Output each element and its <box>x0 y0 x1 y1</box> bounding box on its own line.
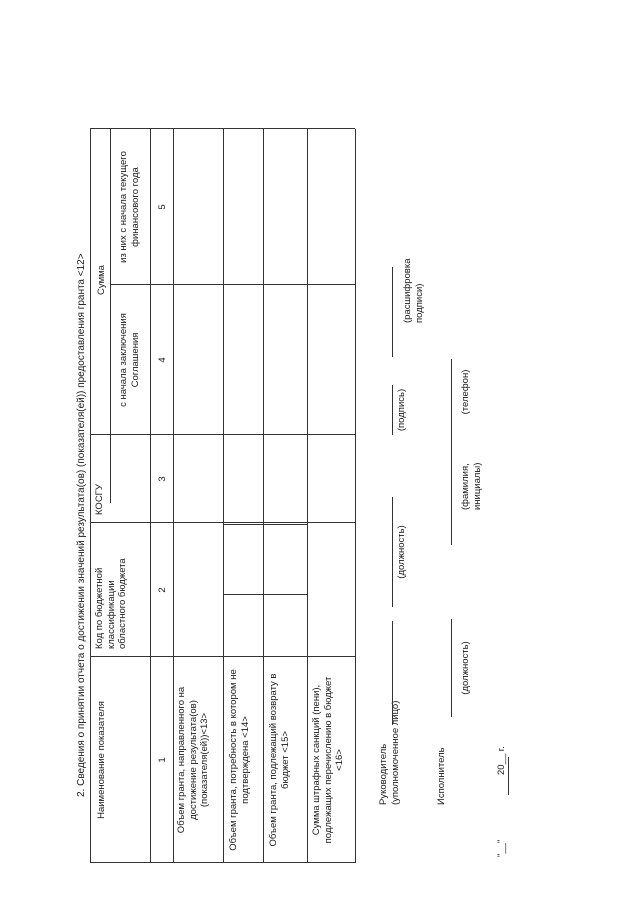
header-kosgu: КОСГУ <box>94 484 105 515</box>
executor-label: Исполнитель <box>436 747 447 805</box>
col-number-5: 5 <box>157 204 168 210</box>
header-sum-from-agreement: с начала заключения Соглашения <box>118 313 141 407</box>
row-label-2: Объем гранта, потребность в котором не подтверждена <14> <box>228 669 251 851</box>
executor-position-hint: (должность) <box>460 641 471 695</box>
header-code: Код по бюджетной классификации областного бюджета <box>94 558 128 649</box>
header-name: Наименование показателя <box>96 701 107 819</box>
row-label-4: Сумма штрафных санкций (пени), подлежащих перечислению в бюджет <16> <box>311 676 345 844</box>
header-sum-from-year: из них с начала текущего финансового года <box>118 151 141 263</box>
row-label-3: Объем гранта, подлежащий возврату в бюджет <15> <box>268 673 291 847</box>
col-number-2: 2 <box>157 587 168 593</box>
col-number-1: 1 <box>157 757 168 763</box>
row-label-1: Объем гранта, направленного на достижение результата(ов) (показателя(ей))<13> <box>176 686 210 834</box>
executor-phone-hint: (телефон) <box>460 369 471 415</box>
section-title: 2. Сведения о принятии отчета о достижении значений результата(ов) (показателя(ей)) предоставления гранта <12> <box>76 253 87 797</box>
col-number-4: 4 <box>157 357 168 363</box>
date-quote: "__" <box>496 839 507 857</box>
col-number-3: 3 <box>157 476 168 482</box>
head-decode-hint: (расшифровка подписи) <box>402 258 425 323</box>
header-sum: Сумма <box>96 265 107 295</box>
head-position-hint: (должность) <box>396 525 407 579</box>
head-label: Руководитель (уполномоченное лицо) <box>378 700 401 805</box>
date-year: 20__ г. <box>496 746 507 775</box>
head-signature-hint: (подпись) <box>396 388 407 432</box>
executor-fio-hint: (фамилия, инициалы) <box>460 462 483 510</box>
